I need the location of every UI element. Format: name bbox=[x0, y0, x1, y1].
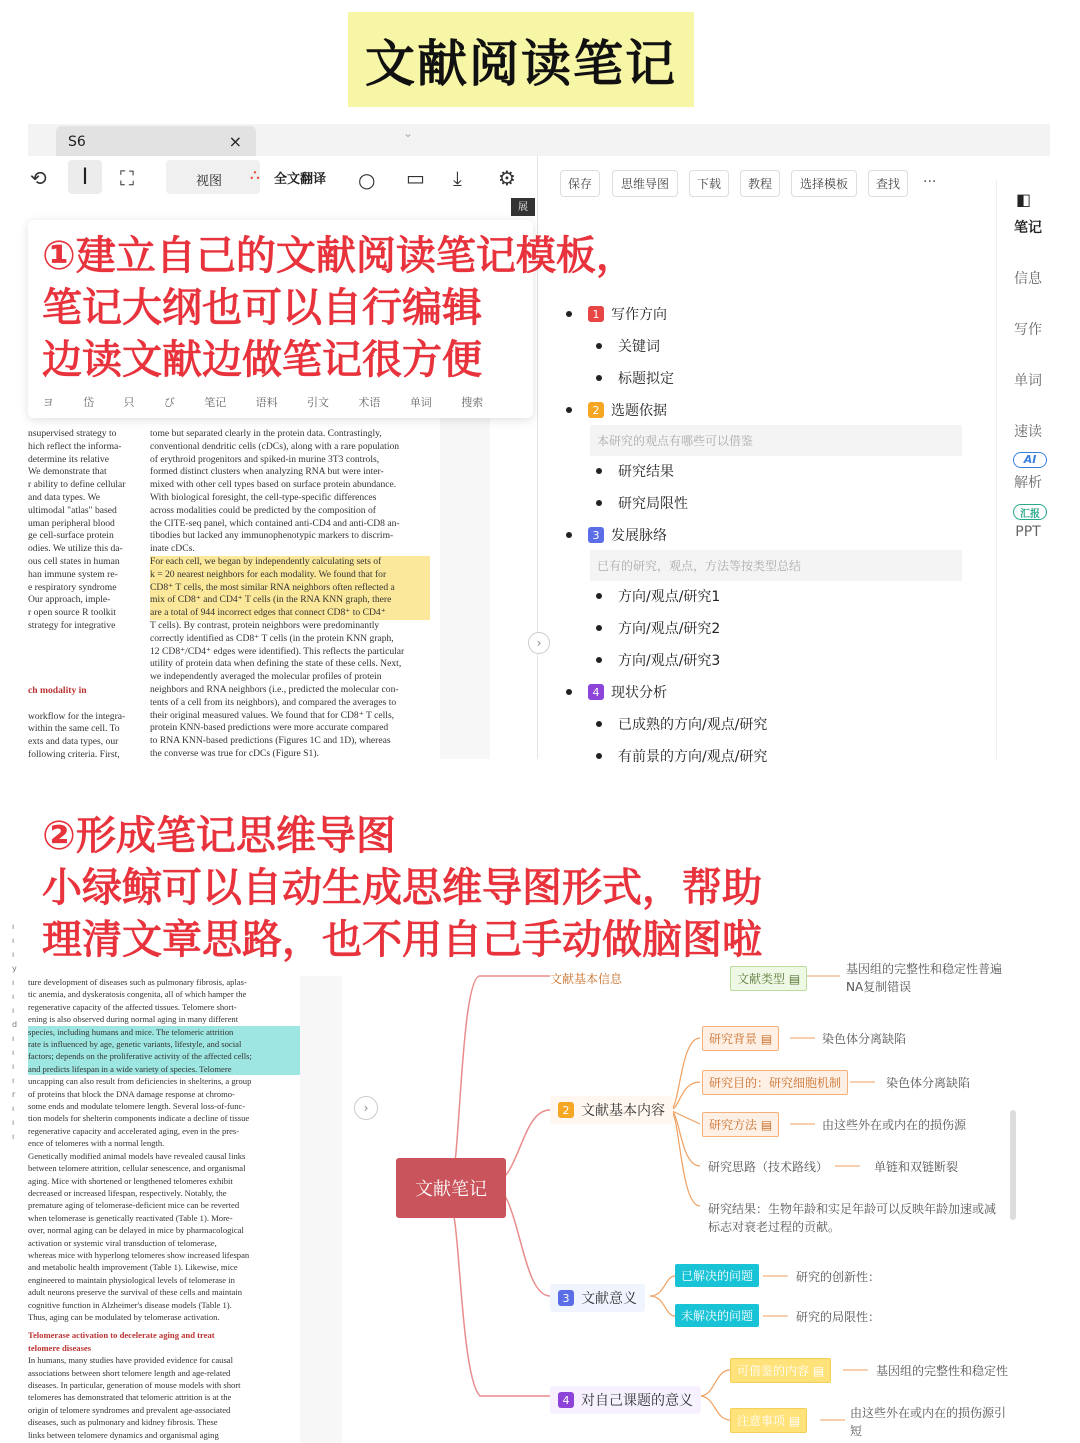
sidebar-words[interactable]: 单词 bbox=[1014, 373, 1042, 389]
collapse-toggle-icon[interactable]: › bbox=[354, 1096, 378, 1120]
sidebar-ppt[interactable]: PPT bbox=[1015, 524, 1041, 540]
view-menu[interactable]: 视图 bbox=[196, 174, 223, 189]
mindmap-node[interactable]: 未解决的问题 bbox=[675, 1304, 759, 1327]
mindmap-root[interactable]: 文献笔记 bbox=[396, 1158, 506, 1218]
sidebar-info[interactable]: 信息 bbox=[1014, 271, 1042, 287]
mindmap-branch-1[interactable]: 文献基本信息 bbox=[550, 972, 623, 986]
mindmap-button[interactable]: 思维导图 bbox=[612, 170, 678, 197]
sidebar-write[interactable]: 写作 bbox=[1014, 322, 1042, 338]
mindmap-node[interactable]: 研究思路（技术路线） bbox=[708, 1160, 829, 1174]
outline-section-4[interactable]: 4 现状分析 bbox=[566, 682, 667, 702]
pdf-page bbox=[28, 418, 533, 759]
outline-placeholder[interactable]: 已有的研究，观点，方法等按类型总结 bbox=[590, 550, 962, 581]
text-select-icon[interactable]: I bbox=[68, 160, 102, 194]
mindmap-leaf[interactable]: 染色体分离缺陷 bbox=[822, 1032, 907, 1046]
outline-item[interactable]: 有前景的方向/观点/研究 bbox=[596, 746, 767, 766]
mindmap-branch-4[interactable]: 4 对自己课题的意义 bbox=[550, 1386, 701, 1414]
highlighted-text[interactable]: For each cell, we began by independently calculating sets of k = 20 nearest neighbors for each modality. We found that for CD8⁺ T cells, the most similar RNA neighbors often reflected a mix of CD8⁺ and CD4⁺ T cells (in the RNA KNN graph, there are a total of 944 incorrect edges that connect CD8⁺ to CD4⁺ bbox=[150, 556, 430, 620]
outline-section-2[interactable]: 2 选题依据 bbox=[566, 400, 667, 420]
outline-section-3[interactable]: 3 发展脉络 bbox=[566, 525, 667, 545]
mindmap-leaf[interactable]: 短 bbox=[850, 1424, 863, 1438]
mindmap-node[interactable]: 文献类型 ▤ bbox=[730, 966, 807, 991]
outline-section-1[interactable]: 1 写作方向 bbox=[566, 304, 667, 324]
chevron-down-icon[interactable]: ⌄ bbox=[403, 126, 414, 140]
expand-tag[interactable]: 展 bbox=[511, 198, 535, 216]
annotation-text-1: ①建立自己的文献阅读笔记模板， 笔记大纲也可以自行编辑 边读文献边做笔记很方便 bbox=[42, 233, 636, 383]
mindmap-leaf[interactable]: 由这些外在或内在的损伤源 bbox=[822, 1118, 967, 1132]
mindmap-branch-2[interactable]: 2 文献基本内容 bbox=[550, 1096, 673, 1124]
download-icon[interactable]: ⤓ bbox=[453, 166, 462, 190]
close-icon[interactable]: × bbox=[228, 132, 242, 151]
outline-placeholder[interactable]: 本研究的观点有哪些可以借鉴 bbox=[590, 425, 962, 456]
tab-bar bbox=[28, 124, 1050, 156]
highlighted-text[interactable]: species, including humans and mice. The telomeric attrition rate is influenced by age, genetic variants, lifestyle, and social factors; depends on the proliferative activity of the affected cells; and predicts lifespan in a wide variety of species. Telomere bbox=[28, 1026, 300, 1076]
mindmap-node[interactable]: 研究背景 ▤ bbox=[702, 1026, 779, 1051]
summary-badge: 汇报 bbox=[1013, 504, 1047, 520]
ai-badge: AI bbox=[1013, 452, 1047, 468]
mindmap-node[interactable]: 可借鉴的内容 ▤ bbox=[730, 1358, 831, 1383]
outline-item[interactable]: 方向/观点/研究3 bbox=[596, 650, 720, 670]
mindmap-leaf[interactable]: 基因组的完整性和稳定性普遍 bbox=[846, 962, 1003, 976]
mindmap-node[interactable]: 已解决的问题 bbox=[675, 1264, 759, 1287]
tutorial-button[interactable]: 教程 bbox=[740, 170, 780, 197]
sidebar-speedread[interactable]: 速读 bbox=[1014, 424, 1042, 440]
scrollbar[interactable] bbox=[1010, 1110, 1016, 1220]
mindmap-leaf[interactable]: 单链和双链断裂 bbox=[874, 1160, 959, 1174]
sidebar-analysis[interactable]: 解析 bbox=[1014, 475, 1042, 491]
mindmap-node[interactable]: 研究方法 ▤ bbox=[702, 1112, 779, 1137]
outline-item[interactable]: 研究结果 bbox=[596, 461, 674, 481]
select-template-button[interactable]: 选择模板 bbox=[791, 170, 857, 197]
document-tab[interactable] bbox=[56, 126, 256, 156]
save-button[interactable]: 保存 bbox=[560, 170, 600, 197]
translate-icon: ⛬ bbox=[250, 167, 260, 183]
mindmap-leaf[interactable]: 基因组的完整性和稳定性 bbox=[876, 1364, 1009, 1378]
collapse-toggle-icon[interactable]: › bbox=[528, 632, 550, 654]
download-button[interactable]: 下载 bbox=[689, 170, 729, 197]
mindmap-leaf[interactable]: 研究的局限性： bbox=[796, 1310, 881, 1324]
outline-item[interactable]: 研究局限性 bbox=[596, 493, 688, 513]
tab-label: S6 bbox=[68, 134, 86, 150]
outline-item[interactable]: 方向/观点/研究2 bbox=[596, 618, 720, 638]
mindmap-screenshot: ture development of diseases such as pulmonary fibrosis, aplas- tic anemia, and dyskeratosis congenita, all of which hamper the regenerative capacity of the affected tissues. Telomere short- ening is also observed during normal aging in many different species, including humans and mice. The telomeric attrition rate is influenced by age, genetic variants, lifestyle, and social factors; depends on the proliferative activity of the affected cells; and predicts lifespan in a wide variety of species. Telomere uncapping can also result from deficiencies in shelterins, a group of proteins that block the DNA damage response at chromo- some ends and modulate telomere length. Several loss-of-func- tion models for shelterin components indicate a decline of tissue regenerative capacity and accelerated aging, even in the pres- ence of telomeres with a normal length. Genetically modified animal models have revealed causal links between telomere attrition, cellular senescence, and organismal aging. Mice with shortened or lengthened telomeres exhibit decreased or increased lifespan, respectively. Notably, the premature aging of telomerase-deficient mice can be reverted when telomerase is genetically reactivated (Table 1). More- over, normal aging can be delayed in mice by pharmacological activation or systemic viral transduction of telomerase, whereas mice with hyperlong telomeres show increased lifespan and metabolic health improvement (Table 1). Likewise, mice engineered to maintain physiological levels of telomerase in adult neurons preserve the survival of these cells and maintain cognitive function in Alzheimer's disease models (Table 1). Thus, aging can be modulated by telomerase activation. Telomerase activation to decelerate aging and treat telomere diseases In humans, many studies have provided evidence for causal associations between short telomere length and age-related diseases. In particular, generation of mouse models with short telomeres has demonstrated that telomeric attrition is at the origin of telomere syndromes and prevalent age-associated diseases, such as pulmonary and kidney fibrosis. These links between telomere dynamics and organismal aging › ı ı ı y ı ı ı d ı ı ı ı r ı ı ı 文献基本信息 文献类型 ▤ 基因组的完整性和稳定性普遍 NA复制错误 文献笔记 2 文献基本内容 研究背景 ▤ 染色体分离缺陷 研究目的：研究细胞机制 染色体分离缺陷 研究方法 ▤ 由这些外在或内在的损伤源 研究思路（技术路线） 单链和双链断裂 研究结果：生物年龄和实足年龄可以反映年龄加速或减 标志对衰老过程的贡献。 3 文献意义 已解决的问题 研究的创新性： 未解决的问题 研究的局限性： 4 对自己课题的意义 可借鉴的内容 ▤ 基因组的完整性和稳定性 注意事项 ▤ 由这些外在或内在的损伤源引 短 ②形成笔记思维导图 小绿鲸可以自动生成思维导图形式，帮助 理清文章思路，也不用自己手动做脑图啦 bbox=[0, 920, 1030, 1443]
outline-item[interactable]: 标题拟定 bbox=[596, 368, 674, 388]
sidebar-notes[interactable]: 笔记 bbox=[1014, 220, 1042, 236]
pdf-menu-strip: ヨ 岱 只 び 笔记 语料 引文 术语 单词 搜索 bbox=[42, 396, 484, 409]
mindmap-node[interactable]: 研究结果：生物年龄和实足年龄可以反映年龄加速或减 bbox=[708, 1202, 997, 1216]
mindmap-leaf[interactable]: 标志对衰老过程的贡献。 bbox=[708, 1220, 841, 1234]
hand-tool-icon[interactable]: ⟲ bbox=[30, 166, 47, 190]
mindmap-branch-3[interactable]: 3 文献意义 bbox=[550, 1284, 645, 1312]
mindmap-leaf[interactable]: 研究的创新性： bbox=[796, 1270, 881, 1284]
pdf-page-2: ture development of diseases such as pulmonary fibrosis, aplas- tic anemia, and dyskeratosis congenita, all of which hamper the regenerative capacity of the affected tissues. Telomere short- ening is also observed during normal aging in many different species, including humans and mice. The telomeric attrition rate is influenced by age, genetic variants, lifestyle, and social factors; depends on the proliferative activity of the affected cells; and predicts lifespan in a wide variety of species. Telomere uncapping can also result from deficiencies in shelterins, a group of proteins that block the DNA damage response at chromo- some ends and modulate telomere length. Several loss-of-func- tion models for shelterin components indicate a decline of tissue regenerative capacity and accelerated aging, even in the pres- ence of telomeres with a normal length. Genetically modified animal models have revealed causal links between telomere attrition, cellular senescence, and organismal aging. Mice with shortened or lengthened telomeres exhibit decreased or increased lifespan, respectively. Notably, the premature aging of telomerase-deficient mice can be reverted when telomerase is genetically reactivated (Table 1). More- over, normal aging can be delayed in mice by pharmacological activation or systemic viral transduction of telomerase, whereas mice with hyperlong telomeres show increased lifespan and metabolic health improvement (Table 1). Likewise, mice engineered to maintain physiological levels of telomerase in adult neurons preserve the survival of these cells and maintain cognitive function in Alzheimer's disease models (Table 1). Thus, aging can be modulated by telomerase activation. Telomerase activation to decelerate aging and treat telomere diseases In humans, many studies have provided evidence for causal associations between short telomere length and age-related diseases. In particular, generation of mouse models with short telomeres has demonstrated that telomeric attrition is at the origin of telomere syndromes and prevalent age-associated diseases, such as pulmonary and kidney fibrosis. These links between telomere dynamics and organismal aging bbox=[28, 976, 300, 1441]
mindmap-leaf[interactable]: 染色体分离缺陷 bbox=[886, 1076, 971, 1090]
pdf-right-column: tome but separated clearly in the protein data. Contrastingly, conventional dendritic cells (cDCs), along with a rare population of erythroid progenitors and spiked-in murine 3T3 controls, formed distinct clusters when analyzing RNA but were inter- mixed with other cell types based on surface protein abundance. With biological foresight, the cell-type-specific differences across modalities could be predicted by the composition of the CITE-seq panel, which contained anti-CD4 and anti-CD8 an- tibodies but lacked any immunophenotypic markers to discrim- inate cDCs. For each cell, we began by independently calculating sets of k = 20 nearest neighbors for each modality. We found that for CD8⁺ T cells, the most similar RNA neighbors often reflected a mix of CD8⁺ and CD4⁺ T cells (in the RNA KNN graph, there are a total of 944 incorrect edges that connect CD8⁺ to CD4⁺ T cells). By contrast, protein neighbors were predominantly correctly identified as CD8⁺ T cells (in the protein KNN graph, 12 CD8⁺/CD4⁺ edges were identified). This reflects the particular utility of protein data when defining the state of these cells. Next, we independently averaged the molecular profiles of protein neighbors and RNA neighbors (i.e., predicted the molecular con- tents of a cell from its neighbors), and compared the averages to their original measured values. We found that for CD8⁺ T cells, protein KNN-based predictions were more accurate compared to RNA KNN-based predictions (Figures 1C and 1D), whereas the converse was true for cDCs (Figure S1). bbox=[150, 428, 430, 761]
more-icon[interactable]: ··· bbox=[923, 174, 937, 190]
settings-icon[interactable]: ⚙ bbox=[498, 166, 516, 190]
fullscreen-icon[interactable]: ⛶ bbox=[120, 166, 134, 190]
mindmap-node[interactable]: 研究目的：研究细胞机制 bbox=[702, 1070, 848, 1095]
full-translate-button[interactable]: 全文翻译 bbox=[274, 172, 327, 187]
mindmap-node[interactable]: 注意事项 ▤ bbox=[730, 1408, 807, 1433]
outline-item[interactable]: 已成熟的方向/观点/研究 bbox=[596, 714, 767, 734]
outline-item[interactable]: 方向/观点/研究1 bbox=[596, 586, 720, 606]
annotation-text-2: ②形成笔记思维导图 小绿鲸可以自动生成思维导图形式，帮助 理清文章思路，也不用自己手动做脑图啦 bbox=[42, 813, 762, 963]
mindmap-leaf[interactable]: 由这些外在或内在的损伤源引 bbox=[850, 1406, 1007, 1420]
comment-icon[interactable]: ▭ bbox=[406, 166, 425, 190]
search-icon[interactable]: ○ bbox=[358, 168, 376, 192]
mindmap-leaf[interactable]: NA复制错误 bbox=[846, 980, 912, 994]
notes-app-screenshot bbox=[28, 124, 1050, 765]
pdf-left-column: nsupervised strategy to hich reflect the informa- determine its relative We demonstrate that r ability to define cellular and data types. We ultimodal "atlas" based uman peripheral blood ge cell-surface protein odies. We utilize this da- ous cell states in human han immune system re- e respiratory syndrome Our approach, imple- r open source R toolkit strategy for integrative ch modality in workflow for the integra- within the same cell. To exts and data types, our following criteria. First, bbox=[28, 428, 126, 760]
outline-item[interactable]: 关键词 bbox=[596, 336, 660, 356]
notes-icon[interactable]: ◧ bbox=[1016, 190, 1032, 209]
find-button[interactable]: 查找 bbox=[868, 170, 908, 197]
page-title: 文献阅读笔记 bbox=[348, 12, 694, 107]
